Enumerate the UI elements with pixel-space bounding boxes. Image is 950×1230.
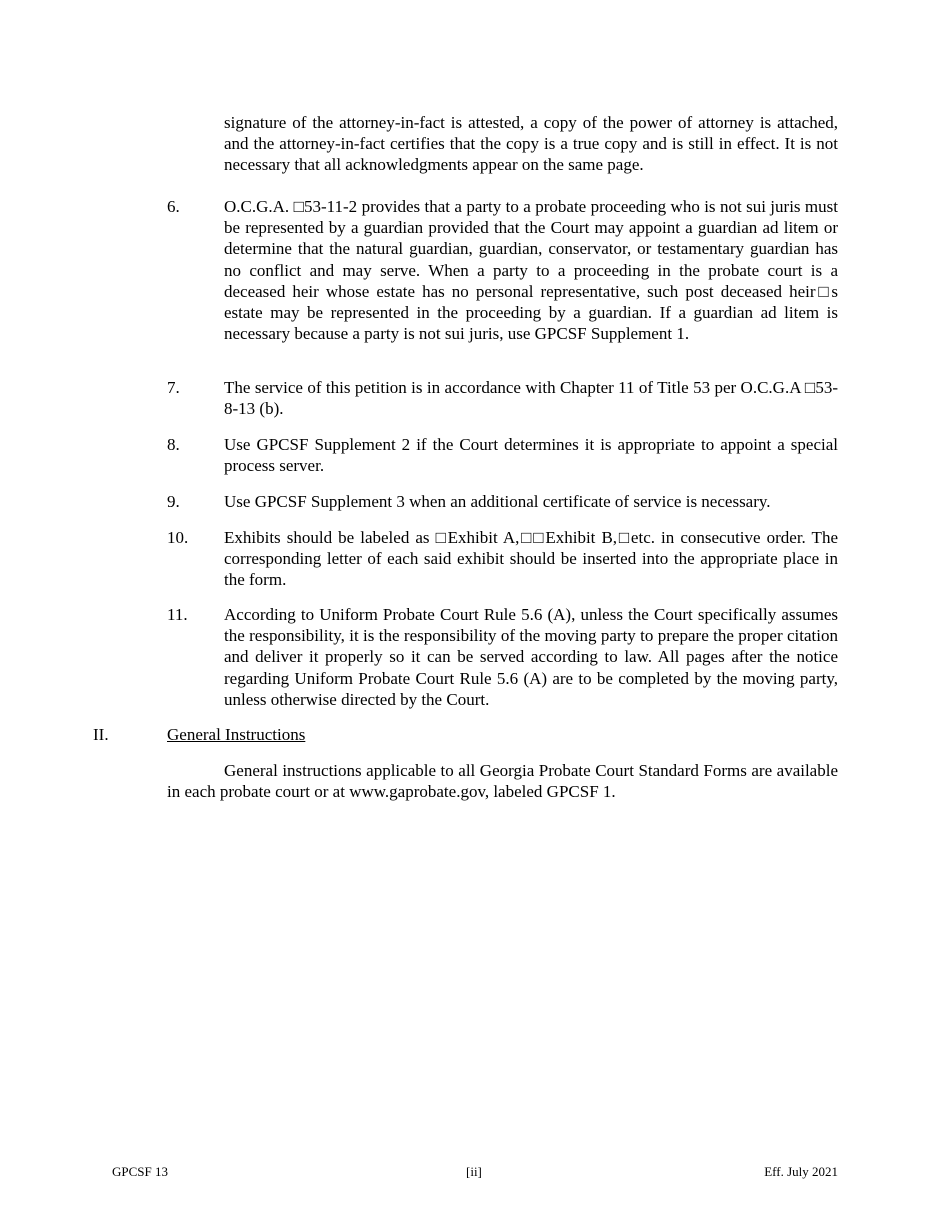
- item-text: According to Uniform Probate Court Rule 5.6 (A), unless the Court specifically assumes the responsibility, it is the responsibility of the moving party to prepare the proper citation and deliver it properly so it can be served according to law. All pages after the notice regarding Uniform Probate Court Rule 5.6 (A) are to be completed by the moving party, unless otherwise directed by the Court.: [224, 605, 838, 709]
- item-text: Use GPCSF Supplement 2 if the Court determines it is appropriate to appoint a special process server.: [224, 435, 838, 476]
- item-text: Use GPCSF Supplement 3 when an additional certificate of service is necessary.: [224, 492, 771, 511]
- general-instructions-paragraph: General instructions applicable to all Georgia Probate Court Standard Forms are available in each probate court or at www.gaprobate.gov, labeled GPCSF 1.: [167, 761, 838, 802]
- item-text: O.C.G.A. □53-11-2 provides that a party to a probate proceeding who is not sui juris must be represented by a guardian provided that the Court may appoint a guardian ad litem or determine that the natural guardian, guardian, conservator, or testamentary guardian has no conflict and may serve. When a party to a proceeding in the probate court is a deceased heir whose estate has no personal representative, such post deceased heir□s estate may be represented in the proceeding by a guardian. If a guardian ad litem is necessary because a party is not sui juris, use GPCSF Supplement 1.: [224, 197, 838, 344]
- item-number: 9.: [167, 492, 180, 511]
- section-number: II.: [93, 725, 109, 744]
- footer-form-id: GPCSF 13: [112, 1164, 168, 1179]
- footer-page-number: [ii]: [466, 1164, 482, 1179]
- item-number: 7.: [167, 378, 180, 397]
- item-text: Exhibits should be labeled as □Exhibit A,□□Exhibit B,□etc. in consecutive order. The corresponding letter of each said exhibit should be inserted into the appropriate place in the form.: [224, 528, 838, 590]
- item-number: 10.: [167, 528, 189, 547]
- item-number: 8.: [167, 435, 180, 454]
- item-text: The service of this petition is in accordance with Chapter 11 of Title 53 per O.C.G.A □53-8-13 (b).: [224, 378, 838, 419]
- continuation-paragraph: signature of the attorney-in-fact is attested, a copy of the power of attorney is attached, and the attorney-in-fact certifies that the copy is a true copy and is still in effect. It is not necessary that all acknowledgments appear on the same page.: [224, 113, 838, 175]
- footer-effective-date: Eff. July 2021: [764, 1164, 838, 1179]
- item-number: 6.: [167, 197, 180, 216]
- item-number: 11.: [167, 605, 188, 624]
- section-title: General Instructions: [167, 725, 306, 744]
